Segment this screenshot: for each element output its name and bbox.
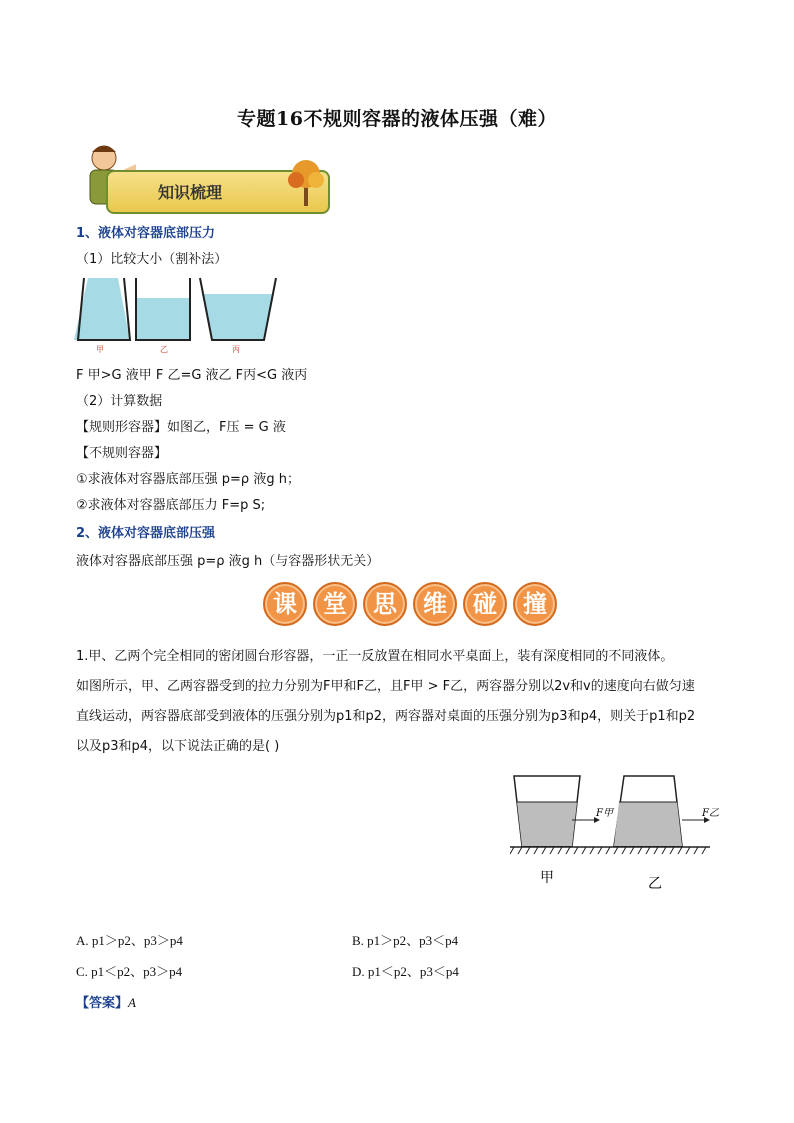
section1-sub2: （2）计算数据 — [76, 394, 163, 409]
banner-char: 思 — [363, 582, 407, 626]
banner-char: 撞 — [513, 582, 557, 626]
beaker-label-yi: 乙 — [160, 345, 168, 354]
banner-char: 堂 — [313, 582, 357, 626]
compare-line: F 甲>G 液甲 F 乙=G 液乙 F丙<G 液丙 — [76, 368, 308, 383]
force-label-jia: F甲 — [596, 808, 613, 819]
beaker-yi-liquid — [136, 298, 190, 340]
question-line4: 以及p3和p4，以下说法正确的是( ) — [76, 739, 280, 754]
banner-label: 知识梳理 — [158, 183, 223, 202]
knowledge-banner — [76, 148, 326, 212]
banner-char: 课 — [263, 582, 307, 626]
section1-heading: 1、液体对容器底部压力 — [76, 226, 216, 241]
banner-char: 维 — [413, 582, 457, 626]
question-line1: 1.甲、乙两个完全相同的密闭圆台形容器，一正一反放置在相同水平桌面上，装有深度相同的不同液体。 — [76, 649, 674, 664]
tree-icon — [282, 150, 332, 210]
irregular-container: 【不规则容器】 — [76, 446, 168, 461]
figure-label-jia: 甲 — [540, 870, 554, 886]
force-label-yi: F乙 — [702, 808, 719, 819]
section2-heading: 2、液体对容器底部压强 — [76, 526, 216, 541]
section2-text: 液体对容器底部压强 p=ρ 液g h（与容器形状无关） — [76, 554, 380, 569]
question-figure — [510, 770, 730, 894]
section1-sub1: （1）比较大小（割补法） — [76, 252, 228, 267]
figure-label-yi: 乙 — [648, 876, 662, 892]
option-d: D. p1＜p2、p3＜p4 — [352, 964, 459, 979]
answer-label: 【答案】 — [76, 996, 129, 1011]
regular-container: 【规则形容器】如图乙，F压 = G 液 — [76, 420, 286, 435]
question-line3: 直线运动，两容器底部受到液体的压强分别为p1和p2，两容器对桌面的压强分别为p3和p4，则关于p1和p2 — [76, 709, 696, 724]
beaker-label-bing: 丙 — [232, 345, 240, 354]
page-title: 专题16不规则容器的液体压强（难） — [237, 108, 557, 130]
step1: ①求液体对容器底部压强 p=ρ 液g h； — [76, 472, 300, 487]
question-line2: 如图所示，甲、乙两容器受到的拉力分别为F甲和F乙，且F甲 > F乙，两容器分别以2v和v的速度向右做匀速 — [76, 679, 695, 694]
class-banner — [260, 582, 560, 626]
answer-value: A — [128, 995, 136, 1010]
option-c: C. p1＜p2、p3＞p4 — [76, 964, 183, 979]
option-a: A. p1＞p2、p3＞p4 — [76, 933, 183, 948]
banner-char: 碰 — [463, 582, 507, 626]
beaker-label-jia: 甲 — [96, 345, 104, 354]
option-b: B. p1＞p2、p3＜p4 — [352, 933, 459, 948]
step2: ②求液体对容器底部压力 F=p S; — [76, 498, 266, 513]
beakers-figure — [70, 272, 280, 354]
answer-row — [76, 992, 136, 1011]
